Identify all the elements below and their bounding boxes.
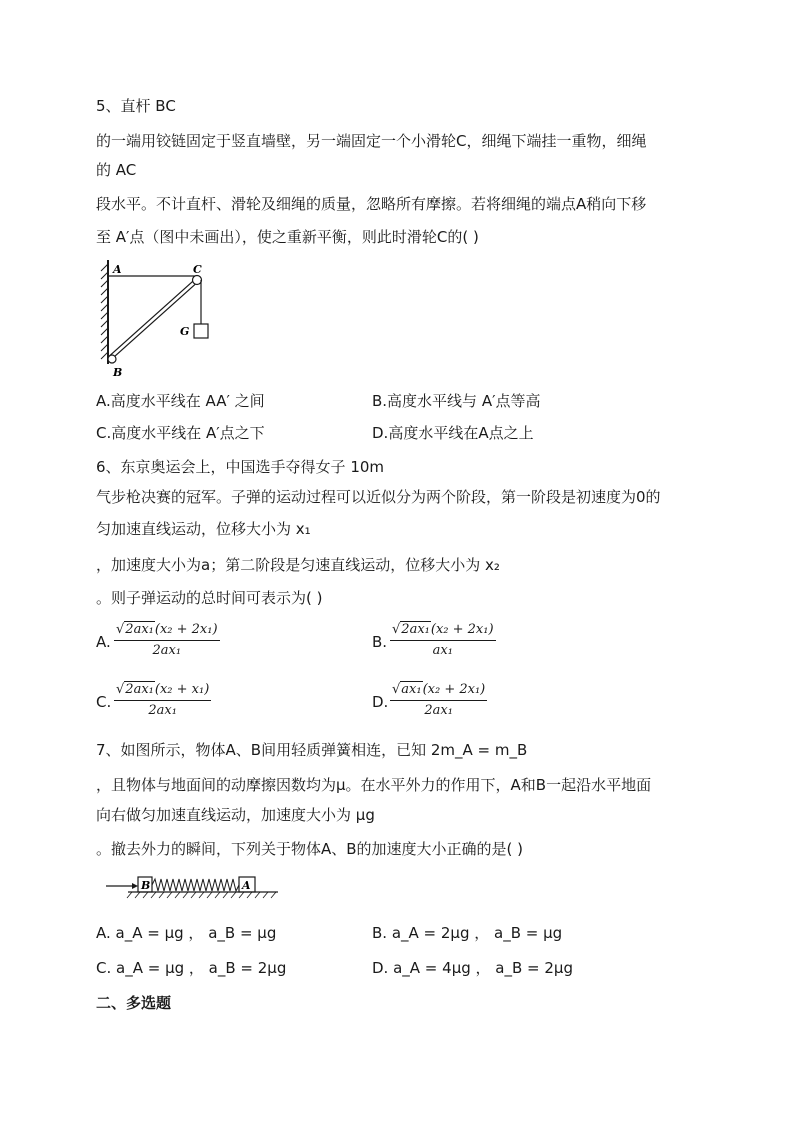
q6-option-c-label[interactable]: C.: [96, 693, 112, 711]
q6-stem-line-3: 匀加速直线运动，位移大小为 x₁: [96, 520, 311, 538]
q6-option-c-formula[interactable]: $\frac{\text{√2ax₁(x₂ + x₁)}}{\text{2ax₁}}$: [114, 680, 211, 721]
q6-stem-line-2: 气步枪决赛的冠军。子弹的运动过程可以近似分为两个阶段，第一阶段是初速度为0的: [96, 488, 661, 506]
q6-stem-line-1: 6、东京奥运会上，中国选手夺得女子 10m: [96, 458, 385, 476]
q5-stem-line-2: 的一端用铰链固定于竖直墙壁，另一端固定一个小滑轮C，细绳下端挂一重物，细绳: [96, 132, 647, 150]
q5-option-d[interactable]: D.高度水平线在A点之上: [372, 424, 534, 442]
q7-stem-line-3: 向右做匀加速直线运动，加速度大小为 μg: [96, 806, 375, 824]
q7-label-a: A: [242, 879, 251, 892]
q6-option-d-sqrt: ax₁: [401, 682, 422, 697]
q5-label-a: A: [113, 263, 122, 276]
q5-stem-line-1: 5、直杆 BC: [96, 97, 176, 115]
q6-option-c-den: 2ax₁: [148, 703, 177, 718]
q6-option-a-num-rest: (x₂ + 2x₁): [154, 622, 218, 637]
q6-option-b-num-rest: (x₂ + 2x₁): [430, 622, 494, 637]
q7-option-c[interactable]: C. a_A = μg ， a_B = 2μg: [96, 959, 287, 977]
q6-option-d-label[interactable]: D.: [372, 693, 389, 711]
q5-option-c[interactable]: C.高度水平线在 A′点之下: [96, 424, 265, 442]
q6-option-b-label[interactable]: B.: [372, 633, 388, 651]
q7-stem-line-1: 7、如图所示，物体A、B间用轻质弹簧相连，已知 2m_A = m_B: [96, 741, 528, 759]
q6-option-a-label[interactable]: A.: [96, 633, 111, 651]
q6-option-d-den: 2ax₁: [424, 703, 453, 718]
q7-option-a[interactable]: A. a_A = μg ， a_B = μg: [96, 924, 277, 942]
q6-option-a-den: 2ax₁: [152, 643, 182, 658]
q5-label-g: G: [180, 325, 190, 338]
q7-stem-line-4: 。撤去外力的瞬间，下列关于物体A、B的加速度大小正确的是( ): [96, 840, 524, 858]
q6-stem-line-4: ，加速度大小为a；第二阶段是匀速直线运动，位移大小为 x₂: [96, 556, 500, 574]
q6-option-b-formula[interactable]: $\frac{\text{√2ax₁(x₂ + 2x₁)}}{\text{ax₁}}$: [390, 620, 496, 661]
q7-stem-line-2: ，且物体与地面间的动摩擦因数均为μ。在水平外力的作用下，A和B一起沿水平地面: [96, 776, 652, 794]
q5-stem-line-5: 至 A′点（图中未画出），使之重新平衡，则此时滑轮C的( ): [96, 228, 479, 246]
q5-label-b: B: [113, 366, 123, 379]
q6-option-b-den: ax₁: [432, 643, 453, 658]
q6-option-d-num-rest: (x₂ + 2x₁): [422, 682, 486, 697]
q5-pulley-diagram: [96, 258, 226, 380]
q5-stem-line-3: 的 AC: [96, 161, 137, 179]
q6-option-c-num-rest: (x₂ + x₁): [154, 682, 210, 697]
q6-option-b-sqrt: 2ax₁: [401, 622, 430, 637]
q7-spring-diagram: [106, 872, 281, 902]
q6-stem-line-5: 。则子弹运动的总时间可表示为( ): [96, 589, 323, 607]
q7-option-d[interactable]: D. a_A = 4μg ， a_B = 2μg: [372, 959, 573, 977]
q6-option-a-formula[interactable]: $\frac{\text{√2ax₁(x₂ + 2x₁)}}{\text{2ax₁}}$: [114, 620, 220, 661]
q6-option-d-formula[interactable]: $\frac{\text{√ax₁(x₂ + 2x₁)}}{\text{2ax₁}}$: [390, 680, 487, 721]
q7-label-b: B: [141, 879, 151, 892]
section-title: 二、多选题: [96, 994, 172, 1012]
q7-option-b[interactable]: B. a_A = 2μg ， a_B = μg: [372, 924, 563, 942]
q6-option-c-sqrt: 2ax₁: [125, 682, 154, 697]
q5-option-b[interactable]: B.高度水平线与 A′点等高: [372, 392, 541, 410]
q5-option-a[interactable]: A.高度水平线在 AA′ 之间: [96, 392, 265, 410]
q6-option-a-sqrt: 2ax₁: [125, 622, 154, 637]
q5-stem-line-4: 段水平。不计直杆、滑轮及细绳的质量，忽略所有摩擦。若将细绳的端点A稍向下移: [96, 195, 647, 213]
q5-label-c: C: [193, 263, 202, 276]
